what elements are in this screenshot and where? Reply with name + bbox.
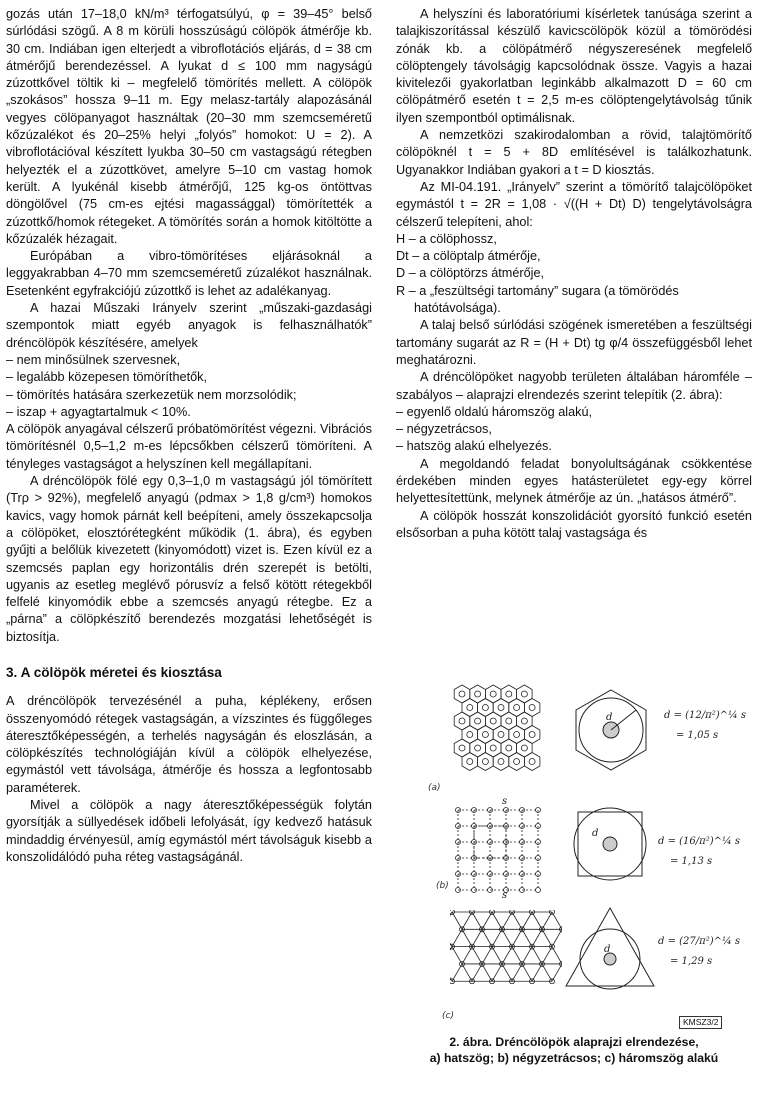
pile-circle (490, 691, 496, 697)
pile-circle (467, 759, 473, 765)
pile-circle (521, 745, 527, 751)
triangular-layout-grid (412, 910, 632, 984)
paragraph: A cölöpök hosszát konszolidációt gyorsító funkció esetén elsősorban a puha kötött talaj vastagsága és (396, 508, 752, 540)
paragraph: A dréncölöpöket nagyobb területen általában háromféle – szabályos – alaprajzi elrendezés szerint telepítik (2. ábra): (396, 370, 752, 402)
right-column (396, 6, 752, 542)
section-heading: 3. A cölöpök méretei és kiosztása (6, 664, 222, 680)
paragraph: A helyszíni és laboratóriumi kísérletek tanúsága szerint a talajkiszorítással készülő kavicscölöpök közül a tömörödési zónák kb. a cölöpátmérő négyszeresének megfelelő cölöptengely távolságig kapcsolódnak össze. Vagyis a hazai kivitelezői gyakorlatban leginkább alkalmazott D = 60 cm cölöpátmérő esetén t = 2,5 m-es cölöptengelytávolság tűnik ilyen szempontból optimálisnak. (396, 7, 752, 125)
paragraph: A dréncölöpök fölé egy 0,3–1,0 m vastagságú jól tömörített (Trρ > 92%), megfelelő anyagú (ρdmax > 1,8 g/cm³) homokos kavics, vagy homok párnát kell beépíteni, amely összekapcsolja a cölöpöket, elosztórétegként működik (1. ábra), és egyben gyűjti a belőlük kivezetett (kinyomódott) vizet is. Ezen kívül ez a szemcsés paplan egy horizontális drén szerepét is betölti, ugyanis az esetleg meglévő pórusvíz a felső kötött rétegekből felfelé kinyomódik ebbe a szemcsés anyagú rétegbe. Ez a „párna” a cölöpkészítő berendezés mozgatási lehetőségét is biztosítja. (6, 474, 372, 644)
pile-circle (467, 732, 473, 738)
paragraph: A hazai Műszaki Irányelv szerint „műszaki-gazdasági szempontok miatt egyéb anyagok is felhasználhatók” dréncölöpök készítésére, amelyek (6, 301, 372, 350)
grid-line (412, 912, 452, 981)
list-item: – legalább közepesen tömöríthetők, (6, 370, 208, 385)
list-item: – hatszög alakú elhelyezés. (396, 439, 552, 454)
pile-circle (482, 759, 488, 765)
detail-var-d: d (606, 712, 613, 723)
pile-circle (459, 691, 465, 697)
formula-c-result: = 1,29 s (670, 956, 713, 967)
left-column (6, 6, 372, 866)
pile-circle (514, 759, 520, 765)
panel-label-a: (a) (428, 783, 441, 793)
hex-cell (509, 753, 525, 771)
formula-a: d = (12/π²)^¼ s (664, 710, 746, 721)
definition-item: R – a „feszültségi tartomány” sugara (a tömörödés hatótávolsága). (396, 283, 679, 316)
pile-circle (506, 745, 512, 751)
list-item: – egyenlő oldalú háromszög alakú, (396, 404, 593, 419)
paragraph: A nemzetközi szakirodalomban a rövid, talajtömörítő cölöpöknél t = 5 + 8D említésével is találkozhatunk. Ugyanakkor Indiában gyakori a t = D kiosztás. (396, 128, 752, 177)
paragraph: A dréncölöpök tervezésénél a puha, képlékeny, erősen összenyomódó rétegek vastagságán, a vízszintes és függőleges áteresztőképességén, a terhelés nagyságán és eloszlásán, a cölöpkészítés technológiáján kívül a cölöpök elhelyezése, egymástól vett távolsága, átmérője és hossza a legfontosabb paraméterek. (6, 694, 372, 795)
figure-caption (396, 1034, 752, 1066)
paragraph: Mivel a cölöpök a nagy áteresztőképességük folytán gyorsítják a süllyedések időbeli lefolyását, így kedvező hatásuk mindaddig érvényesül, amíg egymástól mért távolságuk kisebb a konszolidálódó puha réteg vastagságánál. (6, 798, 372, 864)
hexagon-detail (576, 690, 646, 770)
grid-line (592, 912, 632, 981)
pile-circle (498, 759, 504, 765)
caption-line-2: a) hatszög; b) négyzetrácsos; c) háromszög alakú (429, 1051, 719, 1065)
caption-line-1: 2. ábra. Dréncölöpök alaprajzi elrendezése, (449, 1035, 699, 1049)
pile-circle (475, 718, 481, 724)
detail-var-d-c: d (604, 944, 611, 955)
definition-item: Dt – a cölöptalp átmérője, (396, 249, 541, 264)
paragraph: A megoldandó feladat bonyolultságának csökkentése érdekében minden egyes hatásterületet egy-egy körrel helyettesítettünk, melynek átmérője az ún. „hatásos átmérő”. (396, 456, 752, 506)
pile-circle (482, 732, 488, 738)
hexagonal-layout-grid (454, 685, 540, 771)
panel-label-b: (b) (436, 881, 449, 891)
pile-circle (459, 745, 465, 751)
definition-item: D – a cölöptörzs átmérője, (396, 266, 545, 281)
list-item: – iszap + agyagtartalmuk < 10%. (6, 404, 191, 419)
pile-circle (529, 732, 535, 738)
pile-circle (536, 888, 541, 893)
square-detail (574, 808, 646, 880)
pile-circle (475, 691, 481, 697)
paragraph: Az MI-04.191. „Irányelv” szerint a tömörítő talajcölöpöket egymástól t = 2R = 1,08 · √((H + Dt) D) tengelytávolságra célszerű telepíteni, ahol: (396, 179, 752, 229)
list-item: – nem minősülnek szervesnek, (6, 352, 181, 367)
paragraph: A talaj belső súrlódási szögének ismeretében a feszültségi tartomány sugarát az R = (H + Dt) tg φ/4 összefüggésből lehet meghatározni. (396, 318, 752, 367)
pile-circle (529, 705, 535, 711)
paragraph: Európában a vibro-tömörítéses eljárásoknál a leggyakrabban 4–70 mm szemcseméretű zúzalékot használnak. Esetenként egyfrakciójú zúzottkő is lehet az adalékanyag. (6, 249, 372, 298)
pile-circle (521, 718, 527, 724)
pile-circle (514, 732, 520, 738)
hex-cell (462, 753, 478, 771)
formula-b: d = (16/π²)^¼ s (658, 836, 740, 847)
pile-circle (490, 718, 496, 724)
pile-circle (459, 718, 465, 724)
paragraph: gozás után 17–18,0 kN/m³ térfogatsúlyú, φ = 39–45° belső súrlódási szögű. A 8 m körüli hosszúságú cölöpök átmérője kb. 30 cm. Indiában igen elterjedt a vibroflotációs eljárás, d = 38 cm átmérőjű berendezéssel. A lyukat d ≤ 100 mm nagyságú zúzottkővel töltik ki – megfelelő tömörítés mellett. A cölöpök „szokásos” hossza 9–11 m. Egy melasz-tartály alapozásánál vegyes cölöpanyagot használtak (20–30 mm szemcseméretű kőzúzalékot és 20–25% helyi „folyós” homokot: U = 2). A vibroflotációval készített lyukba 30–50 cm vastagságú rétegben helyezték el a zúzottkövet, amelyre 5–10 cm vastag homok került. A lyukénál kisebb átmérőjű, 125 kg-os öntöttvas döngölővel (75 cm-es ejtési magassággal) tömörítették a zúzottkő/homok rétegeket. A tömörítés során a homok kitöltötte a kőzúzalék hézagait. (6, 7, 372, 246)
list-item: – tömörítés hatására szerkezetük nem morzsolódik; (6, 387, 297, 402)
figure-tag: KMSZ3/2 (679, 1016, 722, 1029)
pile-circle (514, 705, 520, 711)
grid-var-s-c: s (502, 890, 508, 901)
detail-var-d-b: d (592, 828, 599, 839)
formula-b-result: = 1,13 s (670, 856, 713, 867)
list-item: – négyzetrácsos, (396, 422, 492, 437)
pile-circle (498, 732, 504, 738)
grid-line (592, 912, 632, 981)
pile-circle (506, 718, 512, 724)
hex-cell (478, 753, 494, 771)
grid-var-s: s (502, 796, 508, 807)
paragraph: A cölöpök anyagával célszerű próbatömörítést végezni. Vibrációs tömörítésnél 0,5–1,2 m-es lépcsőkben célszerű tömöríteni. A tényleges vastagságot a helyszínen kell megállapítani. (6, 422, 372, 471)
pile-circle (482, 705, 488, 711)
formula-c: d = (27/π²)^¼ s (658, 936, 740, 947)
figure-pile-layouts (396, 676, 752, 1086)
panel-label-c: (c) (442, 1011, 454, 1021)
pile-circle (521, 691, 527, 697)
square-layout-grid (456, 808, 541, 893)
figure-drawing (396, 676, 752, 1026)
grid-line (412, 912, 452, 981)
hex-cell (524, 753, 540, 771)
formula-a-result: = 1,05 s (676, 730, 719, 741)
pile-circle (475, 745, 481, 751)
pile-circle (506, 691, 512, 697)
pile-circle (498, 705, 504, 711)
pile-circle (490, 745, 496, 751)
pile-circle (467, 705, 473, 711)
pile-circle (529, 759, 535, 765)
definition-item: H – a cölöphossz, (396, 231, 497, 246)
hex-cell (493, 753, 509, 771)
